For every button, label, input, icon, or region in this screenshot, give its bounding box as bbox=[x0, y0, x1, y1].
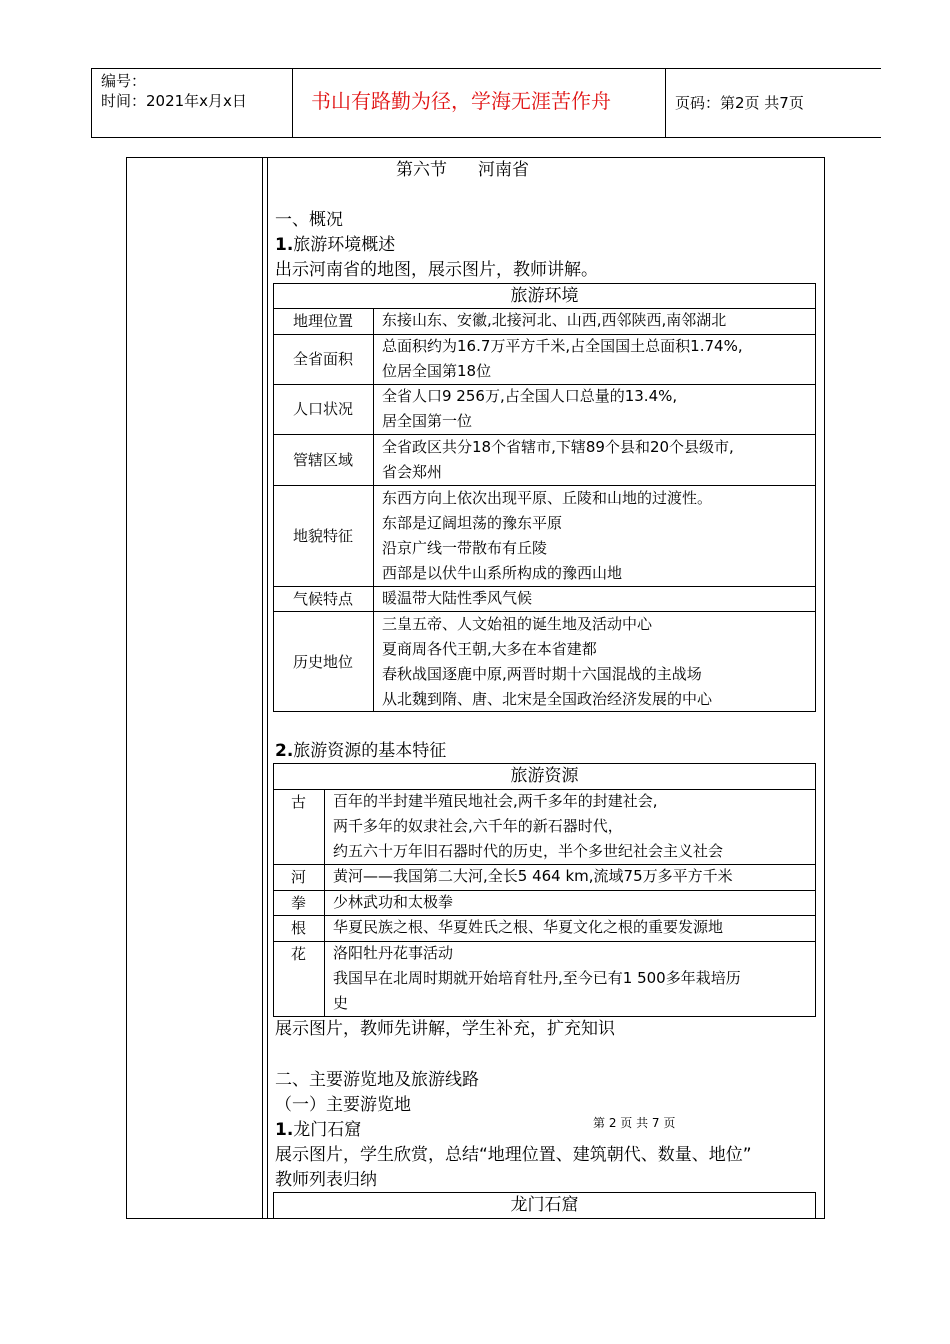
res-value-ancient-line1: 百年的半封建半殖民地社会,两千多年的封建社会, bbox=[333, 792, 658, 810]
section-number: 第六节 bbox=[396, 160, 447, 180]
env-value-jurisdiction-line2: 省会郑州 bbox=[382, 463, 443, 481]
env-label-location: 地理位置 bbox=[292, 312, 353, 330]
section-province: 河南省 bbox=[478, 160, 529, 180]
env-value-history-line4: 从北魏到隋、唐、北宋是全国政治经济发展的中心 bbox=[382, 690, 713, 708]
res-label-river: 河 bbox=[290, 868, 306, 886]
environment-intro: 出示河南省的地图，展示图片，教师讲解。 bbox=[275, 260, 598, 280]
subheading-longmen: 1.龙门石窟 bbox=[275, 1120, 362, 1140]
motto: 书山有路勤为径，学海无涯苦作舟 bbox=[311, 89, 611, 113]
res-value-river: 黄河——我国第二大河,全长5 464 km,流域75万多平方千米 bbox=[333, 867, 733, 885]
env-value-population-line2: 居全国第一位 bbox=[382, 412, 473, 430]
res-value-flower-line1: 洛阳牡丹花事活动 bbox=[333, 944, 454, 962]
longmen-note: 教师列表归纳 bbox=[275, 1170, 377, 1190]
env-label-jurisdiction: 管辖区域 bbox=[292, 451, 353, 469]
res-value-ancient-line2: 两千多年的奴隶社会,六千年的新石器时代， bbox=[333, 817, 623, 835]
document-header bbox=[91, 68, 881, 138]
env-value-history-line3: 春秋战国逐鹿中原,两晋时期十六国混战的主战场 bbox=[382, 665, 702, 683]
page-footer: 第 2 页 共 7 页 bbox=[593, 1116, 676, 1130]
env-value-climate: 暖温带大陆性季风气候 bbox=[382, 589, 533, 607]
env-value-landform-line1: 东西方向上依次出现平原、丘陵和山地的过渡性。 bbox=[382, 489, 713, 507]
env-value-landform-line4: 西部是以伏牛山系所构成的豫西山地 bbox=[382, 564, 623, 582]
subheading-environment: 1.旅游环境概述 bbox=[275, 235, 396, 255]
longmen-table-caption: 龙门石窟 bbox=[510, 1195, 579, 1215]
env-value-landform-line3: 沿京广线一带散布有丘陵 bbox=[382, 539, 548, 557]
env-value-landform-line2: 东部是辽阔坦荡的豫东平原 bbox=[382, 514, 563, 532]
page-indicator: 页码：第2页 共7页 bbox=[675, 94, 804, 112]
res-value-martial: 少林武功和太极拳 bbox=[333, 893, 454, 911]
res-value-ancient-line3: 约五六十万年旧石器时代的历史，半个多世纪社会主义社会 bbox=[333, 842, 724, 860]
res-label-martial: 拳 bbox=[290, 894, 306, 912]
subheading-main-attractions: （一）主要游览地 bbox=[275, 1095, 411, 1115]
env-value-area-line1: 总面积约为16.7万平方千米,占全国国土总面积1.74%, bbox=[382, 337, 743, 355]
res-value-flower-line2: 我国早在北周时期就开始培育牡丹,至今已有1 500多年栽培历 bbox=[333, 969, 741, 987]
longmen-description: 展示图片，学生欣赏，总结“地理位置、建筑朝代、数量、地位” bbox=[275, 1145, 752, 1165]
env-label-landform: 地貌特征 bbox=[292, 527, 353, 545]
heading-attractions: 二、主要游览地及旅游线路 bbox=[275, 1070, 479, 1090]
env-label-climate: 气候特点 bbox=[292, 590, 353, 608]
env-value-area-line2: 位居全国第18位 bbox=[382, 362, 492, 380]
env-label-history: 历史地位 bbox=[292, 653, 353, 671]
heading-overview: 一、概况 bbox=[275, 210, 343, 230]
res-label-root: 根 bbox=[290, 919, 306, 937]
env-value-history-line1: 三皇五帝、人文始祖的诞生地及活动中心 bbox=[382, 615, 653, 633]
environment-table-caption: 旅游环境 bbox=[510, 286, 579, 306]
time-label: 时间：2021年x月x日 bbox=[101, 92, 247, 110]
env-value-location: 东接山东、安徽,北接河北、山西,西邻陕西,南邻湖北 bbox=[382, 311, 727, 329]
env-label-population: 人口状况 bbox=[292, 400, 353, 418]
code-label: 编号： bbox=[101, 72, 147, 90]
res-value-flower-line3: 史 bbox=[333, 994, 349, 1012]
res-value-root: 华夏民族之根、华夏姓氏之根、华夏文化之根的重要发源地 bbox=[333, 918, 724, 936]
res-label-flower: 花 bbox=[290, 945, 306, 963]
env-value-population-line1: 全省人口9 256万,占全国人口总量的13.4%, bbox=[382, 387, 678, 405]
subheading-resources: 2.旅游资源的基本特征 bbox=[275, 741, 447, 761]
env-value-history-line2: 夏商周各代王朝,大多在本省建都 bbox=[382, 640, 597, 658]
res-label-ancient: 古 bbox=[290, 793, 306, 811]
resources-note: 展示图片，教师先讲解，学生补充，扩充知识 bbox=[275, 1019, 615, 1039]
env-label-area: 全省面积 bbox=[292, 350, 353, 368]
env-value-jurisdiction-line1: 全省政区共分18个省辖市,下辖89个县和20个县级市, bbox=[382, 438, 734, 456]
resources-table-caption: 旅游资源 bbox=[510, 766, 579, 786]
